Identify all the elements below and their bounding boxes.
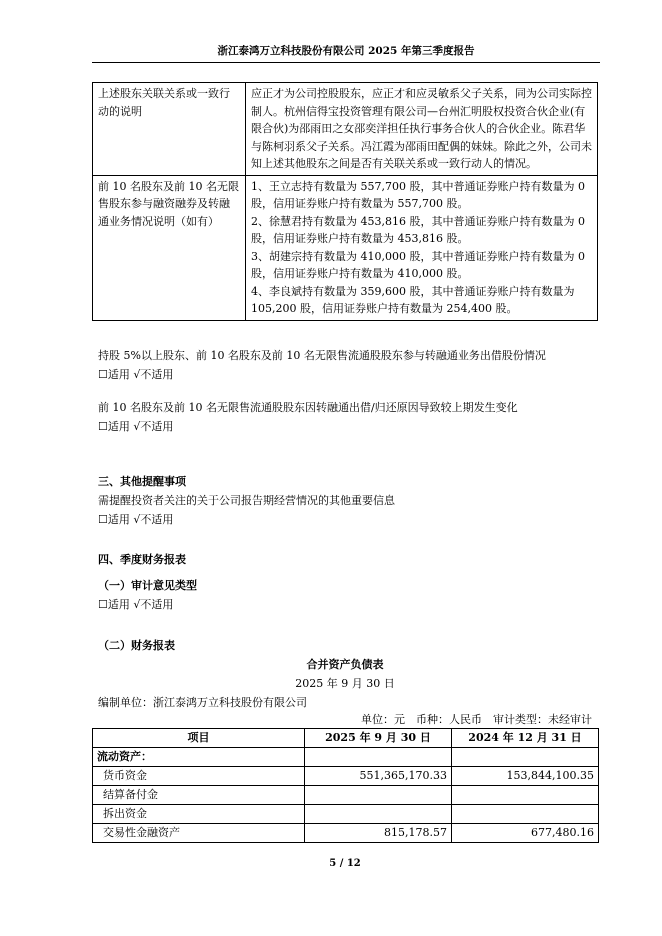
item-cell: 拆出资金: [93, 805, 305, 824]
balance-sheet-date: 2025 年 9 月 30 日: [295, 677, 395, 690]
change-section: [98, 398, 598, 436]
audit-opinion-title: （一）审计意见类型: [98, 579, 197, 592]
financial-statements-title: （二）财务报表: [98, 639, 175, 652]
table-row: [93, 767, 599, 786]
units-line: 单位：元 币种：人民币 审计类型：未经审计: [361, 713, 592, 726]
value-cell: [452, 805, 599, 824]
table-header-row: [93, 729, 599, 748]
table-row: [93, 786, 599, 805]
shareholder-info-table: [92, 82, 598, 321]
section-4: [98, 550, 598, 569]
section-4-title: 四、季度财务报表: [98, 553, 186, 566]
value-cell: [305, 748, 452, 767]
column-header: 2024 年 12 月 31 日: [452, 729, 599, 748]
value-cell: [305, 805, 452, 824]
item-cell: 流动资产：: [93, 748, 305, 767]
row-label: 上述股东关联关系或一致行动的说明: [93, 83, 246, 176]
margin-line: 3、胡建宗持有数量为 410,000 股，其中普通证券账户持有数量为 0 股，信用证券账户持有数量为 410,000 股。: [251, 249, 585, 280]
column-header: 2025 年 9 月 30 日: [305, 729, 452, 748]
lending-option: ☐适用 √不适用: [98, 368, 174, 381]
compiler: 编制单位：浙江泰鸿万立科技股份有限公司: [98, 696, 307, 709]
value-cell: 815,178.57: [305, 824, 452, 843]
section-3: [98, 472, 598, 529]
audit-opinion: [98, 576, 598, 614]
value-cell: [452, 786, 599, 805]
margin-line: 2、徐慧君持有数量为 453,816 股，其中普通证券账户持有数量为 0 股，信用证券账户持有数量为 453,816 股。: [251, 214, 585, 245]
margin-line: 4、李良斌持有数量为 359,600 股，其中普通证券账户持有数量为 105,200 股，信用证券账户持有数量为 254,400 股。: [251, 284, 575, 315]
lending-section: [98, 346, 598, 384]
section-3-text: 需提醒投资者关注的关于公司报告期经营情况的其他重要信息: [98, 494, 395, 507]
section-3-option: ☐适用 √不适用: [98, 513, 174, 526]
value-cell: [305, 786, 452, 805]
page-header: 浙江泰鸿万立科技股份有限公司 2025 年第三季度报告: [92, 44, 600, 63]
row-content: [246, 175, 598, 320]
page-number: 5 / 12: [329, 858, 361, 869]
table-row: [93, 805, 599, 824]
table-row: [93, 748, 599, 767]
balance-sheet-title: 合并资产负债表: [306, 658, 384, 671]
row-label: 前 10 名股东及前 10 名无限售股东参与融资融券及转融通业务情况说明（如有）: [93, 175, 246, 320]
table-row: [93, 824, 599, 843]
value-cell: 551,365,170.33: [305, 767, 452, 786]
value-cell: 677,480.16: [452, 824, 599, 843]
margin-line: 1、王立志持有数量为 557,700 股，其中普通证券账户持有数量为 0 股，信用证券账户持有数量为 557,700 股。: [251, 179, 585, 210]
value-cell: 153,844,100.35: [452, 767, 599, 786]
column-header: 项目: [93, 729, 305, 748]
table-row: [93, 175, 598, 320]
item-cell: 货币资金: [93, 767, 305, 786]
lending-text: 持股 5%以上股东、前 10 名股东及前 10 名无限售流通股股东参与转融通业务出借股份情况: [98, 349, 546, 362]
financial-statements: [98, 636, 598, 655]
item-cell: 结算备付金: [93, 786, 305, 805]
table-row: [93, 83, 598, 176]
section-3-title: 三、其他提醒事项: [98, 475, 186, 488]
row-content: 应正才为公司控股股东，应正才和应灵敏系父子关系，同为公司实际控制人。杭州信得宝投资管理有限公司—台州汇明股权投资合伙企业(有限合伙)为邵雨田之女邵奕洋担任执行事务合伙人的合伙企业。陈君华与陈柯羽系父子关系。冯江霞为邵雨田配偶的妹妹。除此之外，公司未知上述其他股东之间是否有关联关系或一致行动人的情况。: [246, 83, 598, 176]
value-cell: [452, 748, 599, 767]
balance-sheet-table: [92, 728, 599, 843]
item-cell: 交易性金融资产: [93, 824, 305, 843]
change-option: ☐适用 √不适用: [98, 420, 174, 433]
audit-opinion-option: ☐适用 √不适用: [98, 598, 174, 611]
change-text: 前 10 名股东及前 10 名无限售流通股股东因转融通出借/归还原因导致较上期发生变化: [98, 401, 518, 414]
